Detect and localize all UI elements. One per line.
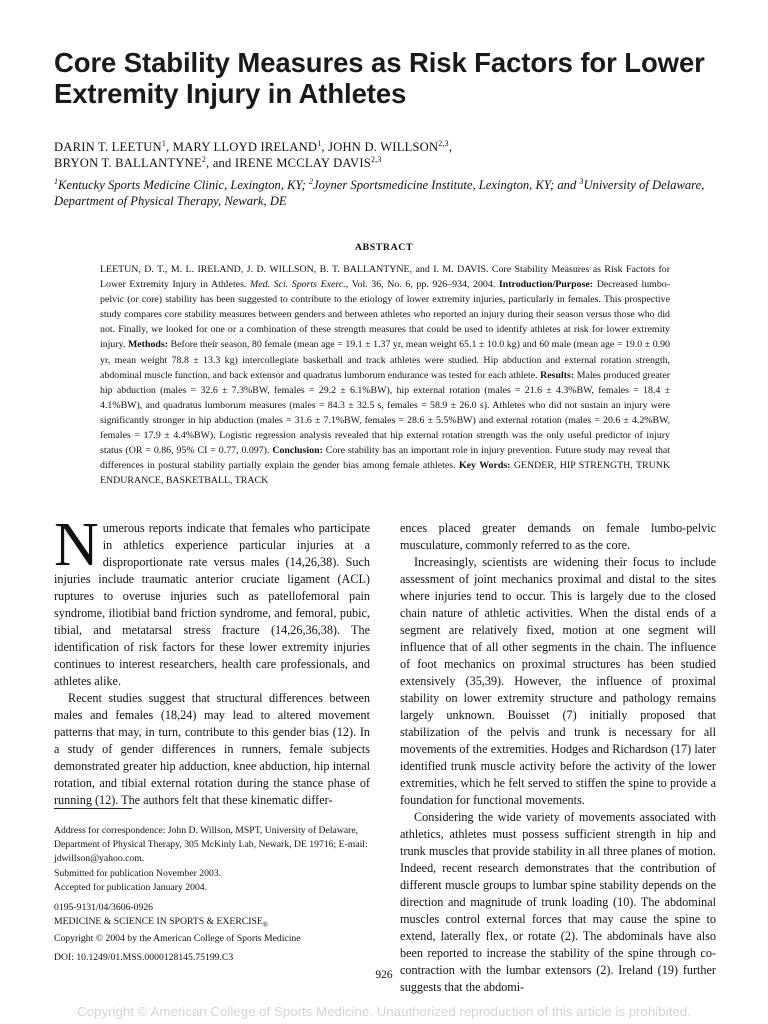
author-affil-mark: 2 [201,154,207,164]
drop-cap: N [54,511,99,579]
author-list: DARIN T. LEETUN$^1$, MARY LLOYD IRELAND$^1$, JOHN D. WILLSON$^{2,3}$, BRYON T. BALLANTYNE$^2$, and IRENE MCCLAY DAVIS$^{2,3}$ [54,138,453,170]
affiliation: University of Delaware, Department of Physical Therapy, Newark, DE [54,178,705,208]
keywords-text: GENDER, HIP STRENGTH, TRUNK ENDURANCE, BASKETBALL, TRACK [100,460,670,487]
author-affil-mark: 1 [317,138,322,148]
author-name: MARY LLOYD IRELAND [172,140,318,154]
conclusion-text: Core stability has an important role in injury prevention. Future study may reveal that differences in postural stability partially explain the gender bias among female athletes. [100,445,671,472]
results-label: Results: [540,369,575,381]
affiliation: Kentucky Sports Medicine Clinic, Lexington, KY; [58,178,310,192]
results-text: Males produced greater hip abduction (males = 32.6 ± 7.3%BW, females = 29.2 ± 6.1%BW), hip external rotation (males = 21.6 ± 4.3%BW, females = 18.4 ± 4.1%BW), and quadratus lumborum measures (males = 84.3 ± 32.5 s, females = 58.9 ± 26.0 s). Athletes who did not sustain an injury were significantly stronger in hip abduction (males = 31.6 ± 7.1%BW, females = 28.6 ± 5.5%BW) and external rotation (males = 20.6 ± 4.2%BW, females = 17.9 ± 4.4%BW). Logistic regression analysis revealed that hip external rotation strength was the only useful predictor of injury status (OR = 0.86, 95% CI = 0.77, 0.097). [100,369,670,457]
journal-line [54,915,370,932]
author-name: BRYON T. BALLANTYNE [54,156,202,170]
affiliations [54,177,734,209]
footnote [54,824,370,895]
body-paragraph: Recent studies suggest that structural differences between males and females (18,24) may lead to altered movement patterns that may, in turn, contribute to this gender bias (12). In a study of gender differences in runners, female subjects demonstrated greater hip adduction, knee abduction, hip internal rotation, and tibial external rotation during the stance phase of running (12). The authors felt that these kinematic differ- [54,691,370,807]
affiliation: Joyner Sportsmedicine Institute, Lexington, KY; and [313,178,580,192]
doi: DOI: 10.1249/01.MSS.0000128145.75199.C3 [54,951,234,963]
journal-name: MEDICINE & SCIENCE IN SPORTS & EXERCISE [54,916,263,928]
author-affil-mark: 1 [161,138,167,148]
methods-text: Before their season, 80 female (mean age = 19.1 ± 1.37 yr, mean weight 65.1 ± 10.0 kg) and 60 male (mean age = 19.0 ± 0.90 yr, mean weight 78.8 ± 13.3 kg) intercollegiate basketball and track athletes were studied. Hip abduction and external rotation strength, abdominal muscle function, and back extensor and quadratus lumborum endurance was tested for each athlete. [100,339,670,381]
body-paragraph: Increasingly, scientists are widening their focus to include assessment of joint mechanics proximal and distal to the sites where injuries tend to occur. This is largely due to the closed chain nature of athletic activities. When the distal ends of a segment are relatively fixed, motion at one segment will influence that of all other segments in the chain. The influence of foot mechanics on proximal structures has been studied extensively (35,39). However, the influence of proximal stability on lower extremity structure and pathology remains largely unknown. Bouisset (7) initially proposed that stabilization of the pelvis and trunk is necessary for all movements of the extremities. Hodges and Richardson (17) later identified trunk muscle activity before the activity of the lower extremities, which he felt served to stiffen the spine to provide a foundation for functional movements. [400,555,716,807]
registered-mark: ® [262,921,269,930]
publication-meta [54,901,370,965]
submitted-date: Submitted for publication November 2003. [54,867,222,879]
body-paragraph [54,511,370,690]
body-column-left [54,511,370,809]
author-affil-mark: 2,3 [438,138,449,148]
page-number: 926 [375,969,393,981]
keywords-label: Key Words: [458,460,511,472]
abstract-journal: Med. Sci. Sports Exerc. [250,279,346,291]
abstract-heading: ABSTRACT [354,242,414,253]
intro-text: Decreased lumbo-pelvic (or core) stability has been suggested to contribute to the etiology of lower extremity injuries, particularly in females. This prospective study compares core stability measures between genders and between athletes who reported an injury during their season versus those who did not. Finally, we looked for one or a combination of these strength measures that could be used to identify athletes at risk for lower extremity injury. [100,279,670,351]
abstract-citation: LEETUN, D. T., M. L. IRELAND, J. D. WILLSON, B. T. BALLANTYNE, and I. M. DAVIS. Core Stability Measures as Risk Factors for Lower Extremity Injury in Athletes. [100,264,670,291]
author-name: DARIN T. LEETUN [54,140,162,154]
article-title: Core Stability Measures as Risk Factors for Lower Extremity Injury in Athletes [54,47,705,109]
issn: 0195-9131/04/3606-0926 [54,902,154,913]
affil-mark: 3 [579,176,584,186]
copyright-watermark: Copyright © American College of Sports Medicine. Unauthorized reproduction of this article is prohibited. [77,1004,691,1019]
author-name: JOHN D. WILLSON [328,140,439,154]
conclusion-label: Conclusion: [272,445,323,457]
affil-mark: 2 [309,176,314,186]
paragraph-text: umerous reports indicate that females who participate in athletics experience particular injuries at a disproportionate rate versus males (14,26,38). Such injuries include traumatic anterior cruciate ligament (ACL) ruptures to overuse injuries such as patellofemoral pain syndrome, iliotibial band friction syndrome, and femoral, pubic, tibial, and metatarsal stress fracture (14,26,36,38). The identification of risk factors for these lower extremity injuries continues to interest researchers, health care professionals, and athletes alike. [54,521,370,688]
intro-label: Introduction/Purpose: [498,279,594,291]
copyright-line: Copyright © 2004 by the American College of Sports Medicine [54,933,301,945]
abstract-citation-tail: , Vol. 36, No. 6, pp. 926–934, 2004. [345,279,499,291]
body-paragraph: Considering the wide variety of movements associated with athletics, athletes must possess sufficient strength in hip and trunk muscles that provide stability in all three planes of motion. Indeed, recent research demonstrates that the contribution of different muscle groups to lumbar spine stability depends on the direction and magnitude of trunk loading (10). The abdominal muscles control external forces that may cause the spine to extend, laterally flex, or rotate (2). The abdominals have also been reported to increase the stability of the spine through co-contraction with the lumbar extensors (2). Ireland (19) further suggests that the abdomi- [400,810,716,994]
accepted-date: Accepted for publication January 2004. [54,881,208,893]
methods-label: Methods: [127,339,169,351]
author-affil-mark: 2,3 [370,154,382,164]
abstract-body [100,262,670,488]
body-column-right [400,520,716,996]
author-name: and IRENE MCCLAY DAVIS [212,156,371,170]
body-paragraph: ences placed greater demands on female lumbo-pelvic musculature, commonly referred to as the core. [400,521,716,552]
correspondence-address: Address for correspondence: John D. Willson, MSPT, University of Delaware, Department of Physical Therapy, 305 McKinly Lab, Newark, DE 19716; E-mail: jdwillson@yahoo.com. [54,825,368,865]
footnote-divider [54,808,132,809]
affil-mark: 1 [54,176,58,186]
